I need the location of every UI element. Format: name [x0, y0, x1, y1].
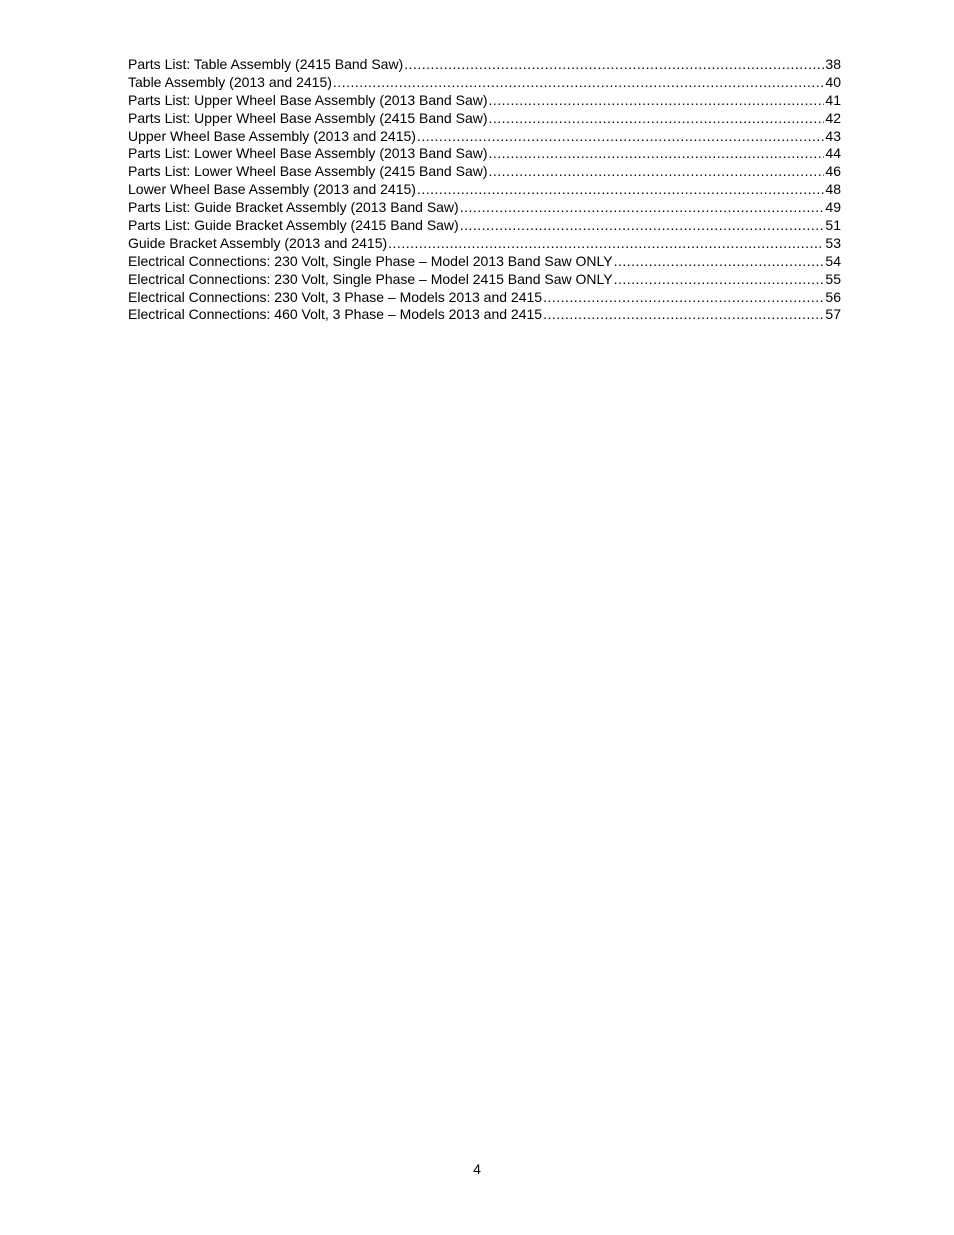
toc-dot-leader: [489, 110, 825, 128]
toc-entry-title: Electrical Connections: 230 Volt, Single Phase – Model 2415 Band Saw ONLY: [128, 270, 613, 287]
toc-entry[interactable]: [128, 306, 841, 324]
toc-entry-title: Parts List: Lower Wheel Base Assembly (2415 Band Saw): [128, 163, 488, 180]
toc-dot-leader: [543, 306, 824, 324]
toc-entry[interactable]: [128, 110, 841, 128]
page-number: 4: [473, 1161, 481, 1177]
toc-entry[interactable]: [128, 217, 841, 235]
toc-entry-title: Electrical Connections: 230 Volt, 3 Phase – Models 2013 and 2415: [128, 288, 543, 305]
toc-entry-title: Table Assembly (2013 and 2415): [128, 73, 332, 90]
toc-dot-leader: [489, 145, 825, 163]
toc-entry[interactable]: [128, 145, 841, 163]
toc-entry[interactable]: [128, 56, 841, 74]
toc-dot-leader: [333, 74, 825, 92]
toc-entry-title: Parts List: Upper Wheel Base Assembly (2013 Band Saw): [128, 91, 488, 108]
toc-entry-page: 57: [825, 306, 841, 323]
toc-entry-page: 43: [825, 127, 841, 144]
toc-entry-title: Guide Bracket Assembly (2013 and 2415): [128, 234, 388, 251]
toc-entry-page: 40: [825, 73, 841, 90]
toc-entry[interactable]: [128, 181, 841, 199]
toc-entry-page: 38: [825, 56, 841, 72]
toc-dot-leader: [489, 92, 825, 110]
toc-entry-title: Lower Wheel Base Assembly (2013 and 2415): [128, 181, 416, 198]
toc-entry-title: Parts List: Upper Wheel Base Assembly (2415 Band Saw): [128, 109, 488, 126]
toc-entry-page: 49: [825, 199, 841, 216]
toc-entry[interactable]: [128, 235, 841, 253]
toc-entry-page: 54: [825, 252, 841, 269]
toc-dot-leader: [460, 217, 825, 235]
toc-entry-title: Parts List: Lower Wheel Base Assembly (2013 Band Saw): [128, 145, 488, 162]
table-of-contents: [128, 56, 841, 324]
toc-entry-title: Electrical Connections: 230 Volt, Single Phase – Model 2013 Band Saw ONLY: [128, 252, 613, 269]
toc-entry-page: 55: [825, 270, 841, 287]
toc-entry-page: 48: [825, 181, 841, 198]
toc-entry-title: Parts List: Table Assembly (2415 Band Saw): [128, 56, 404, 72]
toc-dot-leader: [388, 235, 824, 253]
toc-dot-leader: [614, 271, 825, 289]
toc-dot-leader: [543, 289, 824, 307]
toc-entry-title: Electrical Connections: 460 Volt, 3 Phase – Models 2013 and 2415: [128, 306, 543, 323]
toc-entry[interactable]: [128, 271, 841, 289]
toc-dot-leader: [417, 128, 824, 146]
toc-entry[interactable]: [128, 199, 841, 217]
toc-entry-page: 53: [825, 234, 841, 251]
toc-entry-page: 41: [825, 91, 841, 108]
toc-entry-title: Parts List: Guide Bracket Assembly (2013 Band Saw): [128, 199, 459, 216]
toc-entry-page: 51: [825, 217, 841, 234]
toc-dot-leader: [460, 199, 825, 217]
toc-entry[interactable]: [128, 92, 841, 110]
toc-dot-leader: [614, 253, 825, 271]
toc-entry[interactable]: [128, 74, 841, 92]
toc-entry[interactable]: [128, 128, 841, 146]
toc-dot-leader: [404, 56, 824, 74]
toc-entry[interactable]: [128, 289, 841, 307]
toc-entry-title: Upper Wheel Base Assembly (2013 and 2415): [128, 127, 416, 144]
toc-dot-leader: [417, 181, 824, 199]
toc-entry[interactable]: [128, 253, 841, 271]
toc-entry-page: 56: [825, 288, 841, 305]
toc-entry-title: Parts List: Guide Bracket Assembly (2415 Band Saw): [128, 217, 459, 234]
toc-entry-page: 44: [825, 145, 841, 162]
toc-entry[interactable]: [128, 163, 841, 181]
toc-dot-leader: [489, 163, 825, 181]
toc-entry-page: 42: [825, 109, 841, 126]
toc-entry-page: 46: [825, 163, 841, 180]
